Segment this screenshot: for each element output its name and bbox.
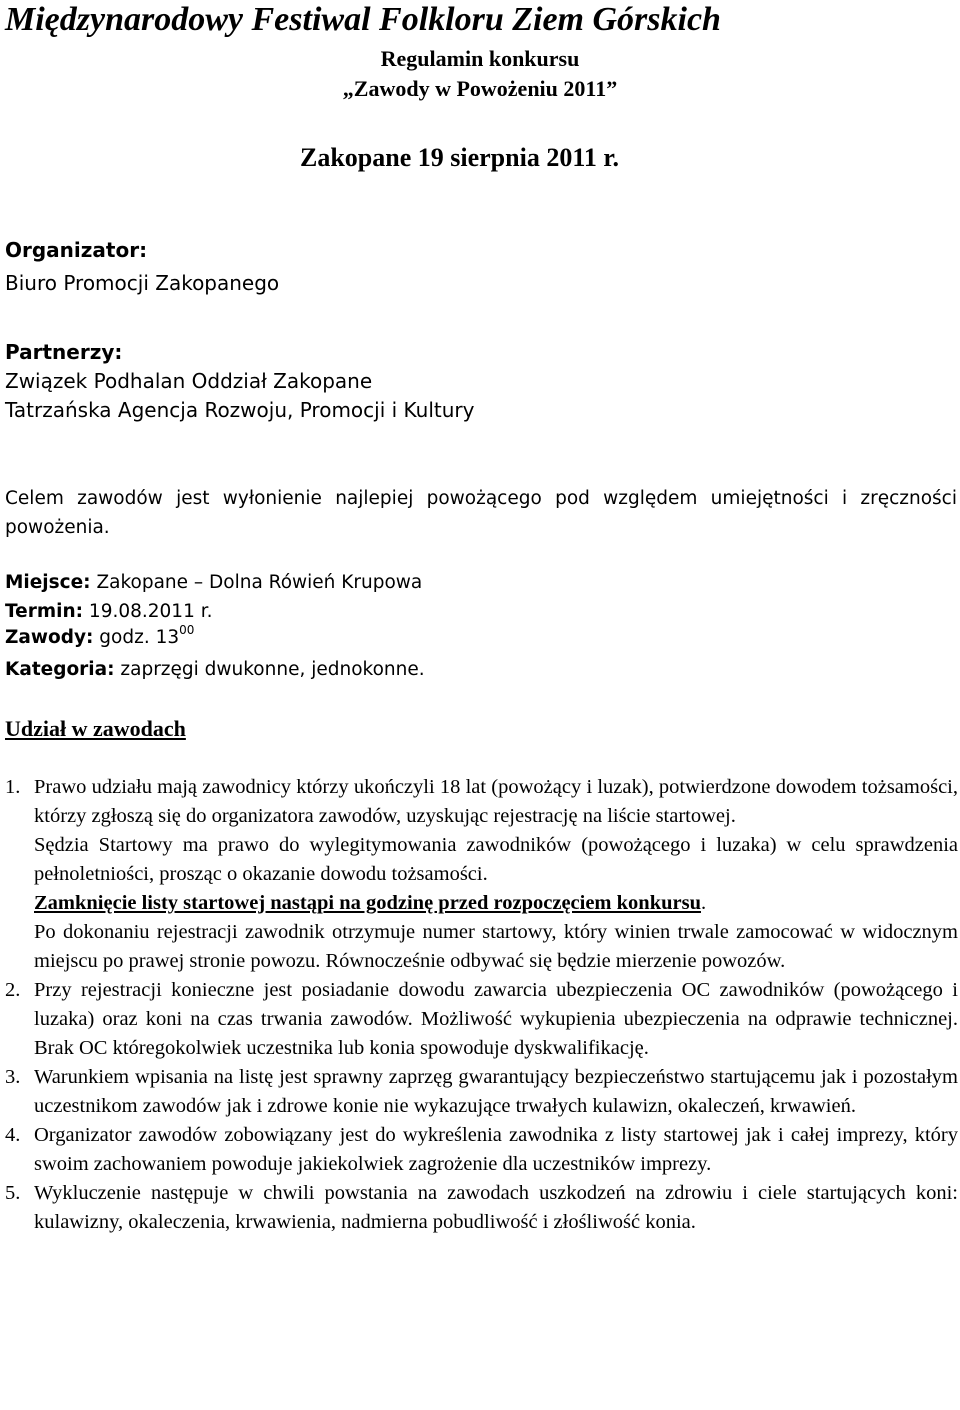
rule-paragraph bbox=[34, 889, 958, 918]
info-time-label: Zawody: bbox=[5, 627, 94, 649]
partners-heading: Partnerzy: bbox=[5, 340, 123, 364]
rule-item bbox=[5, 1121, 958, 1179]
rule-number: 5. bbox=[5, 1182, 21, 1204]
rule-number: 1. bbox=[5, 776, 21, 798]
place-date-line: Zakopane 19 sierpnia 2011 r. bbox=[300, 143, 620, 172]
info-place-value: Zakopane – Dolna Rówień Krupowa bbox=[96, 572, 423, 593]
document-title: Międzynarodowy Festiwal Folkloru Ziem Górskich bbox=[5, 1, 721, 38]
rule-paragraph: Prawo udziału mają zawodnicy którzy ukończyli 18 lat (powożący i luzak), potwierdzone dowodem tożsamości, którzy zgłoszą się do organizatora zawodów, uzyskując rejestrację na liście startowej. bbox=[34, 776, 958, 827]
partner-item: Tatrzańska Agencja Rozwoju, Promocji i Kultury bbox=[5, 398, 475, 422]
organizer-heading: Organizator: bbox=[5, 238, 148, 262]
info-category-value: zaprzęgi dwukonne, jednokonne. bbox=[120, 659, 425, 680]
rule-text: Warunkiem wpisania na listę jest sprawny zaprzęg gwarantujący bezpieczeństwo startującemu jak i pozostałym uczestnikom zawodów jak i zdrowe konie nie wykazujące trwałych kulawizn, okaleczeń, krwawień. bbox=[34, 1066, 958, 1117]
info-date-value: 19.08.2011 r. bbox=[88, 601, 213, 622]
info-date-label: Termin: bbox=[5, 601, 84, 622]
organizer-name: Biuro Promocji Zakopanego bbox=[5, 271, 280, 295]
info-place bbox=[5, 572, 422, 593]
event-name: „Zawody w Powożeniu 2011” bbox=[342, 76, 618, 101]
rule-text: Przy rejestracji konieczne jest posiadanie dowodu zawarcia ubezpieczenia OC zawodników (powożącego i luzaka) oraz koni na czas trwania zawodów. Możliwość wykupienia ubezpieczenia na odprawie technicznej. Brak OC któregokolwiek uczestnika lub konia spowoduje dyskwalifikację. bbox=[34, 979, 958, 1059]
info-time-value: godz. 13 bbox=[99, 627, 180, 649]
rule-item bbox=[5, 1179, 958, 1237]
rule-number: 3. bbox=[5, 1066, 21, 1088]
info-category bbox=[5, 659, 425, 680]
rule-number: 4. bbox=[5, 1124, 21, 1146]
section-title: Udział w zawodach bbox=[5, 716, 186, 741]
rule-item bbox=[5, 1063, 958, 1121]
rule-paragraph: Po dokonaniu rejestracji zawodnik otrzymuje numer startowy, który winien trwale zamocować w widocznym miejscu po prawej stronie powozu. Równocześnie odbywać się będzie mierzenie powozów. bbox=[34, 921, 958, 972]
info-date bbox=[5, 601, 213, 622]
document-subtitle: Regulamin konkursu bbox=[380, 46, 580, 71]
partner-item: Związek Podhalan Oddział Zakopane bbox=[5, 369, 373, 393]
info-category-label: Kategoria: bbox=[5, 659, 115, 680]
goal-paragraph: Celem zawodów jest wyłonienie najlepiej powożącego pod względem umiejętności i zręczności powożenia. bbox=[5, 488, 957, 538]
rule-number: 2. bbox=[5, 979, 21, 1001]
rule-item bbox=[5, 976, 958, 1063]
closing-notice: Zamknięcie listy startowej nastąpi na godzinę przed rozpoczęciem konkursu bbox=[34, 892, 701, 914]
rule-text: Wykluczenie następuje w chwili powstania na zawodach uszkodzeń na zdrowiu i ciele startujących koni: kulawizny, okaleczenia, krwawienia, nadmierna pobudliwość i złośliwość konia. bbox=[34, 1182, 958, 1233]
closing-notice-tail: . bbox=[700, 892, 707, 914]
rule-item bbox=[5, 773, 958, 976]
info-time bbox=[5, 625, 194, 648]
info-time-minutes: 00 bbox=[179, 623, 195, 637]
rules-list bbox=[5, 773, 958, 1237]
rule-paragraph: Sędzia Startowy ma prawo do wylegitymowania zawodników (powożącego i luzaka) w celu sprawdzenia pełnoletniości, prosząc o okazanie dowodu tożsamości. bbox=[34, 834, 958, 885]
info-place-label: Miejsce: bbox=[5, 572, 91, 593]
rule-text bbox=[34, 773, 958, 976]
rule-text: Organizator zawodów zobowiązany jest do wykreślenia zawodnika z listy startowej jak i całej imprezy, który swoim zachowaniem powoduje jakiekolwiek zagrożenie dla uczestników imprezy. bbox=[34, 1124, 958, 1175]
